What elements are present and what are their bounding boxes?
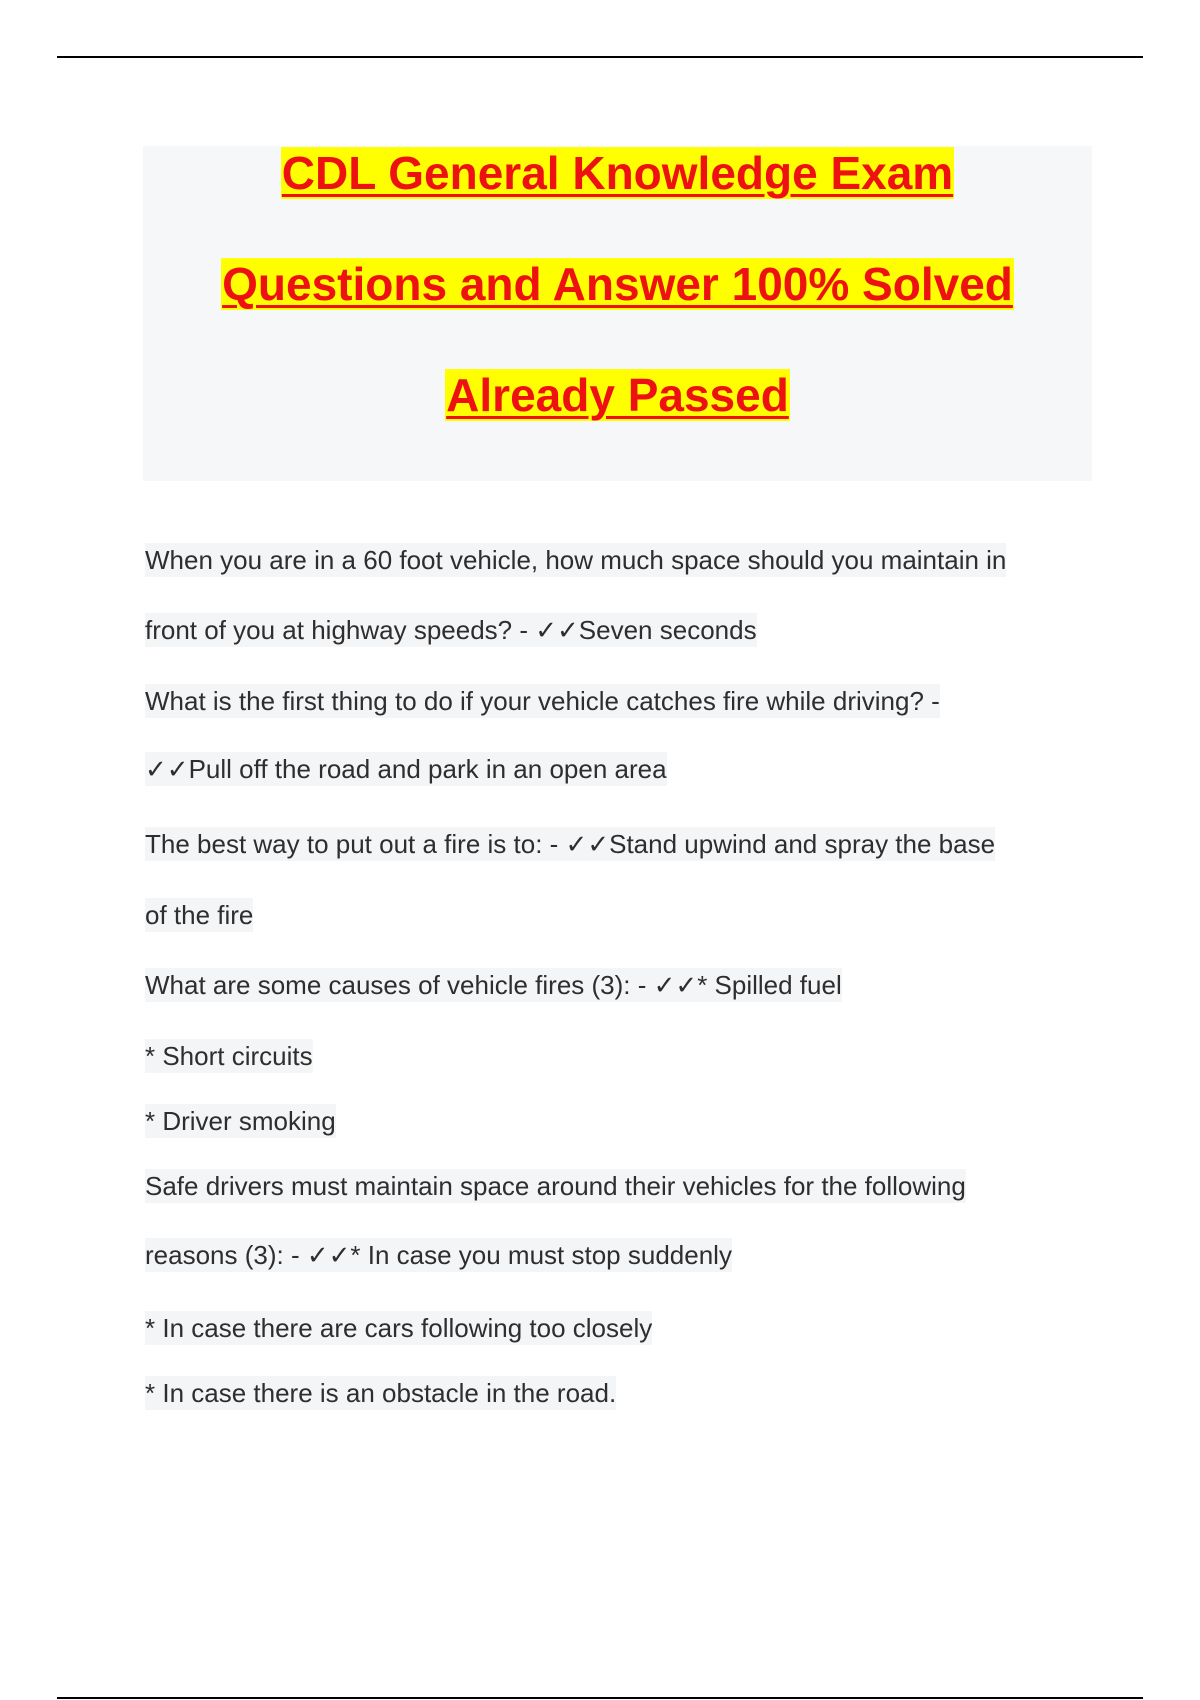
qa-line-12: [145, 1309, 652, 1347]
qa-text: What is the first thing to do if your vehicle catches fire while driving? -: [145, 686, 940, 716]
title-line-3: [143, 368, 1092, 422]
top-rule: [57, 56, 1143, 58]
qa-line-8: [145, 1037, 313, 1075]
title-line-2: [143, 257, 1092, 311]
qa-line-11: [145, 1236, 732, 1274]
qa-line-5: [145, 825, 995, 863]
qa-text: When you are in a 60 foot vehicle, how much space should you maintain in: [145, 545, 1007, 575]
qa-line-3: [145, 682, 940, 720]
qa-text: * In case there is an obstacle in the road.: [145, 1378, 617, 1408]
qa-line-4: [145, 750, 667, 788]
qa-text: Safe drivers must maintain space around their vehicles for the following: [145, 1171, 966, 1201]
qa-line-9: [145, 1102, 336, 1140]
title-box: [143, 146, 1092, 481]
bottom-rule: [57, 1697, 1143, 1699]
qa-line-2: [145, 611, 757, 649]
qa-text: * Driver smoking: [145, 1106, 336, 1136]
qa-text: front of you at highway speeds? - ✓✓Seven seconds: [145, 615, 757, 645]
qa-text: ✓✓Pull off the road and park in an open area: [145, 754, 667, 784]
qa-line-6: [145, 896, 253, 934]
qa-text: What are some causes of vehicle fires (3): - ✓✓* Spilled fuel: [145, 970, 842, 1000]
qa-text: * In case there are cars following too closely: [145, 1313, 653, 1343]
qa-text: * Short circuits: [145, 1041, 313, 1071]
qa-text: The best way to put out a fire is to: - ✓✓Stand upwind and spray the base: [145, 829, 996, 859]
qa-line-13: [145, 1374, 616, 1412]
title-text-2: Questions and Answer 100% Solved: [222, 258, 1013, 310]
qa-text: reasons (3): - ✓✓* In case you must stop suddenly: [145, 1240, 732, 1270]
qa-line-7: [145, 966, 842, 1004]
title-line-1: [143, 146, 1092, 200]
title-text-1: CDL General Knowledge Exam: [281, 147, 954, 199]
qa-text: of the fire: [145, 900, 254, 930]
qa-line-10: [145, 1167, 966, 1205]
title-text-3: Already Passed: [446, 369, 789, 421]
qa-line-1: [145, 541, 1006, 579]
